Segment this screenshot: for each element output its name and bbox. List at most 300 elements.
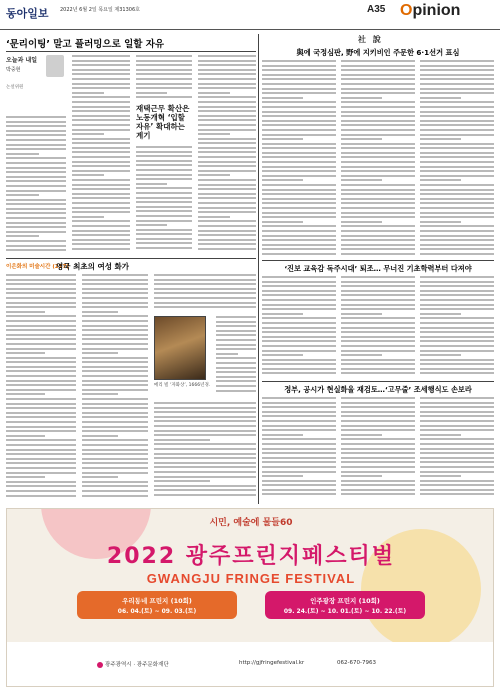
body-text-line xyxy=(420,438,494,440)
body-text-line xyxy=(198,156,256,158)
body-text-line xyxy=(262,138,303,140)
body-text-line xyxy=(341,354,382,356)
body-text-line xyxy=(6,249,66,251)
body-text-line xyxy=(420,354,461,356)
body-text-line xyxy=(216,353,238,355)
body-text-line xyxy=(72,197,130,199)
body-text-line xyxy=(420,420,494,422)
body-text-line xyxy=(262,484,336,486)
body-text-line xyxy=(82,481,148,483)
body-text-line xyxy=(420,317,494,319)
body-text-line xyxy=(6,226,66,228)
body-text-line xyxy=(136,247,192,249)
body-text-line xyxy=(262,331,336,333)
body-text-line xyxy=(6,306,76,308)
body-text-line xyxy=(420,78,494,80)
body-text-line xyxy=(82,435,118,437)
body-text-line xyxy=(262,461,336,463)
body-text-line xyxy=(72,193,130,195)
body-text-line xyxy=(341,230,415,232)
body-text-line xyxy=(420,147,494,149)
body-text-line xyxy=(262,411,336,413)
body-text-line xyxy=(341,457,415,459)
body-text-line xyxy=(341,308,415,310)
body-text-line xyxy=(6,279,76,281)
body-text-line xyxy=(262,317,336,319)
body-text-line xyxy=(72,73,130,75)
body-text-line xyxy=(82,320,148,322)
body-text-line xyxy=(420,350,494,352)
body-text-line xyxy=(262,480,336,482)
body-text-line xyxy=(262,248,336,250)
editorial-label: 社 說 xyxy=(358,34,383,44)
body-text-line xyxy=(136,73,192,75)
body-text-line xyxy=(341,65,415,67)
body-text-line xyxy=(198,174,230,176)
body-text-line xyxy=(420,345,494,347)
body-text-line xyxy=(420,97,461,99)
body-text-line xyxy=(341,175,415,177)
section-initial: O xyxy=(400,2,413,19)
feature-body-3 xyxy=(154,274,256,312)
body-text-line xyxy=(154,494,256,496)
body-text-line xyxy=(6,430,76,432)
body-text-line xyxy=(216,380,256,382)
body-text-line xyxy=(82,467,148,469)
body-text-line xyxy=(136,192,192,194)
body-text-line xyxy=(136,174,192,176)
body-text-line xyxy=(262,299,336,301)
body-text-line xyxy=(420,225,494,227)
body-text-line xyxy=(341,156,415,158)
body-text-line xyxy=(72,87,130,89)
body-text-line xyxy=(262,406,336,408)
body-text-line xyxy=(72,55,130,57)
body-text-line xyxy=(136,183,167,185)
body-text-line xyxy=(198,197,256,199)
body-text-line xyxy=(420,299,494,301)
body-text-line xyxy=(6,302,76,304)
body-text-line xyxy=(341,166,415,168)
body-text-line xyxy=(262,359,336,361)
body-text-line xyxy=(262,147,336,149)
body-text-line xyxy=(198,92,230,94)
body-text-line xyxy=(420,448,494,450)
body-text-line xyxy=(198,119,256,121)
body-text-line xyxy=(262,97,303,99)
body-text-line xyxy=(262,92,336,94)
body-text-line xyxy=(420,466,494,468)
body-text-line xyxy=(341,120,415,122)
body-text-line xyxy=(198,101,256,103)
body-text-line xyxy=(341,225,415,227)
body-text-line xyxy=(6,171,66,173)
body-text-line xyxy=(262,166,336,168)
body-text-line xyxy=(136,146,192,148)
body-text-line xyxy=(262,152,336,154)
column-title: ‘문리이팅’ 말고 플러밍으로 일할 자유 xyxy=(6,39,165,50)
body-text-line xyxy=(82,393,118,395)
body-text-line xyxy=(420,166,494,168)
body-text-line xyxy=(72,248,130,250)
body-text-line xyxy=(420,475,461,477)
body-text-line xyxy=(420,340,494,342)
body-text-line xyxy=(420,253,494,255)
body-text-line xyxy=(136,164,192,166)
body-text-line xyxy=(82,329,148,331)
body-text-line xyxy=(420,327,494,329)
ad-tagline: 시민, 예술에 물들60 xyxy=(209,518,293,528)
body-text-line xyxy=(341,202,415,204)
body-text-line xyxy=(341,406,415,408)
body-text-line xyxy=(420,294,494,296)
feature-title: 영국 최초의 여성 화가 xyxy=(56,262,130,271)
body-text-line xyxy=(262,438,336,440)
body-text-line xyxy=(341,235,415,237)
body-text-line xyxy=(154,434,256,436)
body-text-line xyxy=(72,174,104,176)
body-text-line xyxy=(6,453,76,455)
body-text-line xyxy=(82,412,148,414)
body-text-line xyxy=(262,111,336,113)
body-text-line xyxy=(198,184,256,186)
body-text-line xyxy=(420,411,494,413)
body-text-line xyxy=(82,370,148,372)
body-text-line xyxy=(420,290,494,292)
body-text-line xyxy=(72,96,130,98)
body-text-line xyxy=(420,402,494,404)
body-text-line xyxy=(6,334,76,336)
body-text-line xyxy=(136,197,192,199)
body-text-line xyxy=(154,411,256,413)
body-text-line xyxy=(198,193,256,195)
body-text-line xyxy=(6,144,66,146)
body-text-line xyxy=(341,327,415,329)
body-text-line xyxy=(262,322,336,324)
body-text-line xyxy=(262,115,336,117)
column-kicker: 오늘과 내일 xyxy=(6,57,38,64)
editorial-rule-1 xyxy=(262,260,494,261)
pill-dates: 06. 04.(토) ~ 09. 03.(토) xyxy=(117,608,197,615)
section-rest: pinion xyxy=(412,2,461,19)
body-text-line xyxy=(341,429,415,431)
body-text-line xyxy=(6,416,76,418)
body-text-line xyxy=(420,235,494,237)
body-text-line xyxy=(136,151,192,153)
body-text-line xyxy=(82,476,118,478)
column-rule xyxy=(6,51,256,52)
editorial-2-body-c xyxy=(420,276,494,380)
body-text-line xyxy=(82,472,148,474)
body-text-line xyxy=(6,481,76,483)
pill-title: 우리동네 프린지 (10회) xyxy=(122,597,192,605)
body-text-line xyxy=(6,134,66,136)
body-text-line xyxy=(72,138,130,140)
body-text-line xyxy=(420,184,494,186)
body-text-line xyxy=(420,221,461,223)
body-text-line xyxy=(6,325,76,327)
column-body-3 xyxy=(136,55,192,101)
body-text-line xyxy=(262,304,336,306)
body-text-line xyxy=(6,389,76,391)
body-text-line xyxy=(420,60,494,62)
body-text-line xyxy=(420,111,494,113)
body-text-line xyxy=(154,439,210,441)
body-text-line xyxy=(341,480,415,482)
body-text-line xyxy=(262,327,336,329)
body-text-line xyxy=(82,453,148,455)
editorial-3-body-b xyxy=(341,397,415,501)
body-text-line xyxy=(420,202,494,204)
feature-body-4 xyxy=(216,316,256,396)
painting-caption: 메리 빌 ‘자화상’, 1666년경. xyxy=(154,383,211,388)
body-text-line xyxy=(341,244,415,246)
body-text-line xyxy=(136,201,192,203)
body-text-line xyxy=(154,480,210,482)
body-text-line xyxy=(420,189,494,191)
body-text-line xyxy=(420,368,494,370)
body-text-line xyxy=(420,276,494,278)
body-text-line xyxy=(72,179,130,181)
body-text-line xyxy=(341,179,382,181)
body-text-line xyxy=(341,129,415,131)
body-text-line xyxy=(6,458,76,460)
body-text-line xyxy=(262,101,336,103)
body-text-line xyxy=(262,466,336,468)
body-text-line xyxy=(6,472,76,474)
body-text-line xyxy=(72,69,130,71)
body-text-line xyxy=(6,167,66,169)
ad-url[interactable]: http://gjfringefestival.kr xyxy=(239,660,305,666)
body-text-line xyxy=(6,157,66,159)
body-text-line xyxy=(6,176,66,178)
ad-program-neighborhood xyxy=(77,591,237,619)
festival-advertisement[interactable] xyxy=(6,508,494,687)
body-text-line xyxy=(262,471,336,473)
body-text-line xyxy=(216,376,256,378)
editorial-headline-3: 정부, 공시가 현실화율 재검토…‘고무줄’ 조세행식도 손보라 xyxy=(284,385,472,394)
column-pull-quote: 재택근무 확산은 노동개혁 ‘입할 자유’ 확대하는 계기 xyxy=(136,104,190,140)
section-title xyxy=(400,2,460,20)
body-text-line xyxy=(262,207,336,209)
body-text-line xyxy=(262,457,336,459)
editorial-header xyxy=(262,34,494,46)
body-text-line xyxy=(262,198,336,200)
body-text-line xyxy=(82,292,148,294)
body-text-line xyxy=(72,184,130,186)
body-text-line xyxy=(198,106,256,108)
body-text-line xyxy=(420,175,494,177)
body-text-line xyxy=(341,221,382,223)
body-text-line xyxy=(82,458,148,460)
body-text-line xyxy=(216,348,256,350)
body-text-line xyxy=(262,354,303,356)
body-text-line xyxy=(6,348,76,350)
column-article xyxy=(6,36,256,256)
editorial-1-body-c xyxy=(420,60,494,258)
body-text-line xyxy=(341,368,415,370)
body-text-line xyxy=(341,461,415,463)
body-text-line xyxy=(341,216,415,218)
body-text-line xyxy=(341,281,415,283)
body-text-line xyxy=(262,170,336,172)
body-text-line xyxy=(82,403,148,405)
body-text-line xyxy=(198,179,256,181)
body-text-line xyxy=(262,120,336,122)
body-text-line xyxy=(72,211,130,213)
body-text-line xyxy=(216,325,256,327)
body-text-line xyxy=(262,179,303,181)
body-text-line xyxy=(72,165,130,167)
body-text-line xyxy=(82,398,148,400)
body-text-line xyxy=(72,230,130,232)
body-text-line xyxy=(6,393,45,395)
host-logo-icon xyxy=(97,662,103,668)
body-text-line xyxy=(262,425,336,427)
body-text-line xyxy=(136,155,192,157)
body-text-line xyxy=(136,224,167,226)
body-text-line xyxy=(154,448,256,450)
body-text-line xyxy=(6,148,66,150)
body-text-line xyxy=(341,438,415,440)
body-text-line xyxy=(198,60,256,62)
body-text-line xyxy=(6,407,76,409)
body-text-line xyxy=(82,274,148,276)
body-text-line xyxy=(136,87,192,89)
body-text-line xyxy=(341,184,415,186)
body-text-line xyxy=(216,321,256,323)
body-text-line xyxy=(420,359,494,361)
body-text-line xyxy=(6,421,76,423)
body-text-line xyxy=(72,106,130,108)
body-text-line xyxy=(154,443,256,445)
body-text-line xyxy=(262,60,336,62)
body-text-line xyxy=(154,453,256,455)
body-text-line xyxy=(420,434,461,436)
body-text-line xyxy=(420,443,494,445)
ad-footer xyxy=(7,642,494,686)
body-text-line xyxy=(341,443,415,445)
body-text-line xyxy=(72,133,104,135)
body-text-line xyxy=(341,415,415,417)
body-text-line xyxy=(341,161,415,163)
body-text-line xyxy=(198,87,256,89)
body-text-line xyxy=(6,343,76,345)
body-text-line xyxy=(262,202,336,204)
body-text-line xyxy=(341,402,415,404)
body-text-line xyxy=(341,493,415,495)
body-text-line xyxy=(262,434,303,436)
body-text-line xyxy=(82,407,148,409)
body-text-line xyxy=(136,92,167,94)
pill-title: 인주광장 프린지 (10회) xyxy=(310,597,380,605)
body-text-line xyxy=(6,222,66,224)
body-text-line xyxy=(420,308,494,310)
body-text-line xyxy=(82,449,148,451)
body-text-line xyxy=(341,331,415,333)
body-text-line xyxy=(72,170,130,172)
body-text-line xyxy=(262,336,336,338)
body-text-line xyxy=(198,64,256,66)
body-text-line xyxy=(341,253,415,255)
body-text-line xyxy=(341,411,415,413)
body-text-line xyxy=(82,421,148,423)
body-text-line xyxy=(420,429,494,431)
body-text-line xyxy=(136,64,192,66)
body-text-line xyxy=(82,490,148,492)
column-role: 논설위원 xyxy=(6,85,24,90)
body-text-line xyxy=(420,134,494,136)
body-text-line xyxy=(6,444,76,446)
body-text-line xyxy=(262,253,336,255)
body-text-line xyxy=(420,372,494,374)
editorial-headline-2: ‘진보 교육감 독주시대’ 퇴조… 무너진 기초학력부터 다져야 xyxy=(284,264,472,273)
body-text-line xyxy=(341,111,415,113)
body-text-line xyxy=(198,225,256,227)
body-text-line xyxy=(6,283,76,285)
body-text-line xyxy=(341,359,415,361)
body-text-line xyxy=(341,193,415,195)
body-text-line xyxy=(154,466,256,468)
body-text-line xyxy=(82,288,148,290)
body-text-line xyxy=(341,466,415,468)
body-text-line xyxy=(82,389,148,391)
body-text-line xyxy=(262,448,336,450)
body-text-line xyxy=(6,153,39,155)
body-text-line xyxy=(198,165,256,167)
body-text-line xyxy=(72,207,130,209)
body-text-line xyxy=(262,281,336,283)
art-feature xyxy=(6,262,256,502)
body-text-line xyxy=(420,457,494,459)
body-text-line xyxy=(6,139,66,141)
body-text-line xyxy=(6,297,76,299)
body-text-line xyxy=(420,69,494,71)
body-text-line xyxy=(198,78,256,80)
body-text-line xyxy=(341,363,415,365)
body-text-line xyxy=(6,495,76,497)
body-text-line xyxy=(6,231,66,233)
body-text-line xyxy=(420,471,494,473)
body-text-line xyxy=(262,212,336,214)
body-text-line xyxy=(262,340,336,342)
body-text-line xyxy=(82,361,148,363)
body-text-line xyxy=(262,134,336,136)
body-text-line xyxy=(6,320,76,322)
body-text-line xyxy=(216,357,256,359)
body-text-line xyxy=(6,190,66,192)
body-text-line xyxy=(198,129,256,131)
pill-dates: 09. 24.(토) ~ 10. 01.(토) ~ 10. 22.(토) xyxy=(283,608,407,615)
body-text-line xyxy=(72,129,130,131)
body-text-line xyxy=(6,357,76,359)
body-text-line xyxy=(198,133,230,135)
body-text-line xyxy=(262,350,336,352)
page-number: A35 xyxy=(367,4,386,15)
body-text-line xyxy=(216,316,256,318)
body-text-line xyxy=(262,475,303,477)
body-text-line xyxy=(262,129,336,131)
body-text-line xyxy=(341,78,415,80)
body-text-line xyxy=(6,380,76,382)
body-text-line xyxy=(72,202,130,204)
body-text-line xyxy=(341,134,415,136)
body-text-line xyxy=(198,239,256,241)
ad-title-english: GWANGJU FRINGE FESTIVAL xyxy=(146,571,356,586)
body-text-line xyxy=(198,211,256,213)
body-text-line xyxy=(6,384,76,386)
body-text-line xyxy=(72,60,130,62)
